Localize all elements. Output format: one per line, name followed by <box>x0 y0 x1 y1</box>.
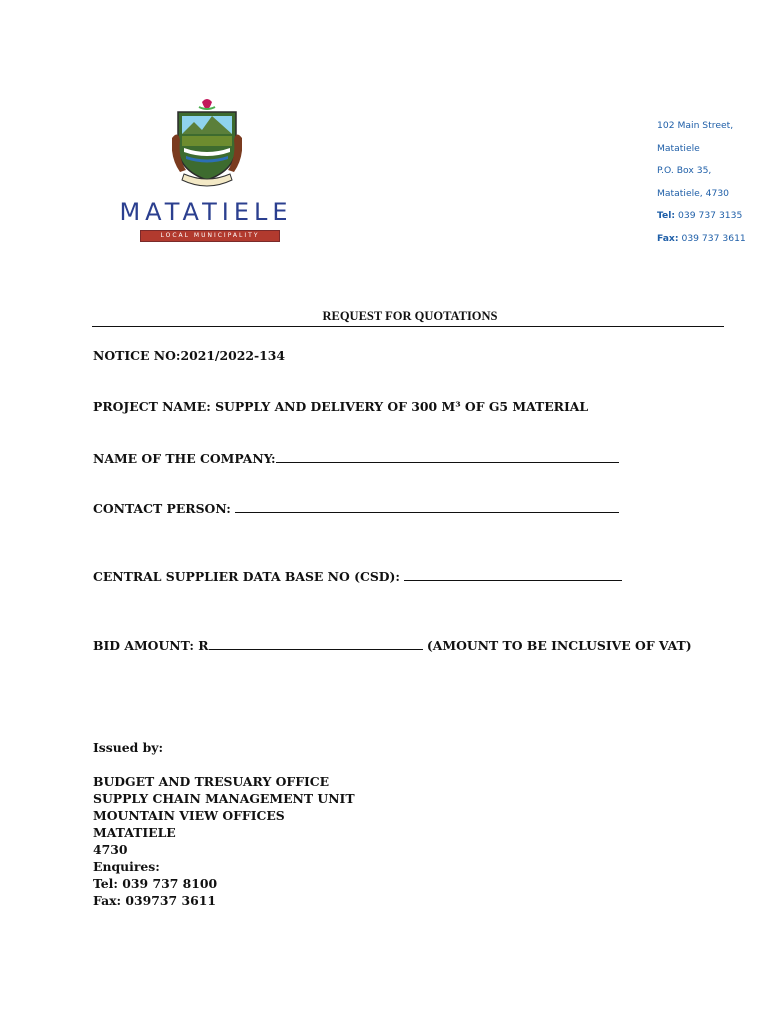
issuer-line: SUPPLY CHAIN MANAGEMENT UNIT <box>93 791 355 806</box>
issuer-line: MOUNTAIN VIEW OFFICES <box>93 808 285 823</box>
fax-value: 039 737 3611 <box>681 232 746 244</box>
bid-amount-note: (AMOUNT TO BE INCLUSIVE OF VAT) <box>426 638 692 653</box>
bid-amount-field <box>93 636 692 653</box>
address-block <box>657 120 765 255</box>
company-name-field <box>93 449 619 466</box>
csd-number-blank[interactable] <box>404 567 622 581</box>
tel-label: Tel: <box>657 210 676 221</box>
issuer-line: Enquires: <box>93 859 160 874</box>
coat-of-arms-icon <box>172 98 242 190</box>
issuer-line: Fax: 039737 3611 <box>93 893 216 908</box>
project-name: PROJECT NAME: SUPPLY AND DELIVERY OF 300 M³ OF G5 MATERIAL <box>93 399 589 414</box>
issuer-line: BUDGET AND TRESUARY OFFICE <box>93 774 330 789</box>
issuer-line: 4730 <box>93 842 128 857</box>
contact-person-field <box>93 499 619 516</box>
fax-line <box>657 233 765 256</box>
issuer-line: Tel: 039 737 8100 <box>93 876 218 891</box>
document-title <box>92 308 724 327</box>
address-line: Matatiele <box>657 142 700 154</box>
issued-by-label: Issued by: <box>93 740 164 755</box>
municipality-logo <box>108 98 308 248</box>
issuer-block <box>93 773 355 909</box>
company-name-blank[interactable] <box>276 449 619 463</box>
bid-amount-label: BID AMOUNT: R <box>93 638 209 653</box>
bid-amount-blank[interactable] <box>209 636 423 650</box>
document-title-text: REQUEST FOR QUOTATIONS <box>322 309 498 323</box>
fax-label: Fax: <box>657 232 679 244</box>
brand-name: MATATIELE <box>119 198 293 226</box>
company-name-label: NAME OF THE COMPANY: <box>93 451 276 466</box>
notice-number: NOTICE NO:2021/2022-134 <box>93 348 285 363</box>
contact-person-blank[interactable] <box>235 499 619 513</box>
csd-number-field <box>93 567 622 584</box>
contact-person-label: CONTACT PERSON: <box>93 501 231 516</box>
address-line: Matatiele, 4730 <box>657 187 730 199</box>
telephone-line <box>657 210 765 233</box>
csd-number-label: CENTRAL SUPPLIER DATA BASE NO (CSD): <box>93 569 400 584</box>
tel-value: 039 737 3135 <box>678 210 743 221</box>
brand-subtitle: LOCAL MUNICIPALITY <box>140 230 280 242</box>
issuer-line: MATATIELE <box>93 825 176 840</box>
address-line: 102 Main Street, <box>657 120 734 131</box>
address-line: P.O. Box 35, <box>657 165 712 176</box>
